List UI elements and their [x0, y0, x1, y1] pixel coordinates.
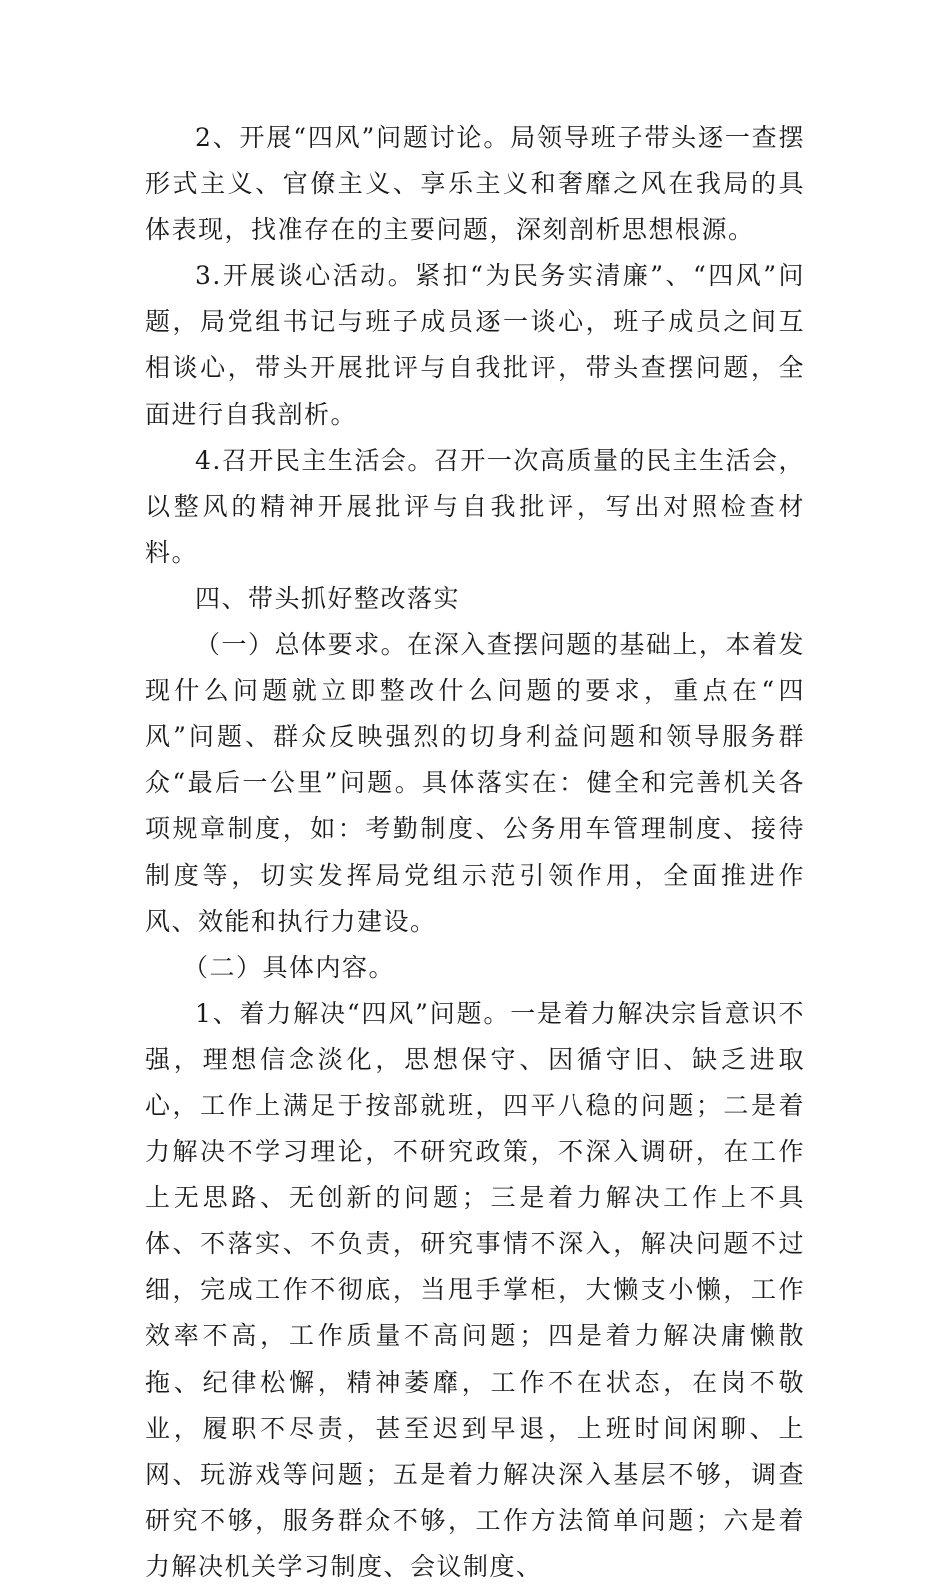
paragraph-democratic-meeting: 4.召开民主生活会。召开一次高质量的民主生活会，以整风的精神开展批评与自我批评，写出对照检查材料。 [145, 445, 805, 567]
paragraph-heart-talk: 3.开展谈心活动。紧扣“为民务实清廉”、“四风”问题，局党组书记与班子成员逐一谈心，班子成员之间互相谈心，带头开展批评与自我批评，带头查摆问题，全面进行自我剖析。 [145, 261, 805, 429]
paragraph-general-requirement: （一）总体要求。在深入查摆问题的基础上，本着发现什么问题就立即整改什么问题的要求，重点在“四风”问题、群众反映强烈的切身利益问题和领导服务群众“最后一公里”问题。具体落实在：健全和完善机关各项规章制度，如：考勤制度、公务用车管理制度、接待制度等，切实发挥局党组示范引领作用，全面推进作风、效能和执行力建设。 [145, 630, 805, 936]
paragraph-discussion: 2、开展“四风”问题讨论。局领导班子带头逐一查摆形式主义、官僚主义、享乐主义和奢靡之风在我局的具体表现，找准存在的主要问题，深刻剖析思想根源。 [145, 123, 805, 245]
document-page [145, 115, 805, 1590]
subsection-heading: （二）具体内容。 [183, 952, 396, 982]
section-heading: 四、带头抓好整改落实 [195, 583, 461, 613]
paragraph-specific-item-1: 1、着力解决“四风”问题。一是着力解决宗旨意识不强，理想信念淡化，思想保守、因循守旧、缺乏进取心，工作上满足于按部就班，四平八稳的问题；二是着力解决不学习理论，不研究政策，不深入调研，在工作上无思路、无创新的问题；三是着力解决工作上不具体、不落实、不负责，研究事情不深入，解决问题不过细，完成工作不彻底，当甩手掌柜，大懒支小懒，工作效率不高，工作质量不高问题；四是着力解决庸懒散拖、纪律松懈，精神萎靡，工作不在状态，在岗不敬业，履职不尽责，甚至迟到早退，上班时间闲聊、上网、玩游戏等问题；五是着力解决深入基层不够，调查研究不够，服务群众不够，工作方法简单问题；六是着力解决机关学习制度、会议制度、 [145, 998, 805, 1581]
